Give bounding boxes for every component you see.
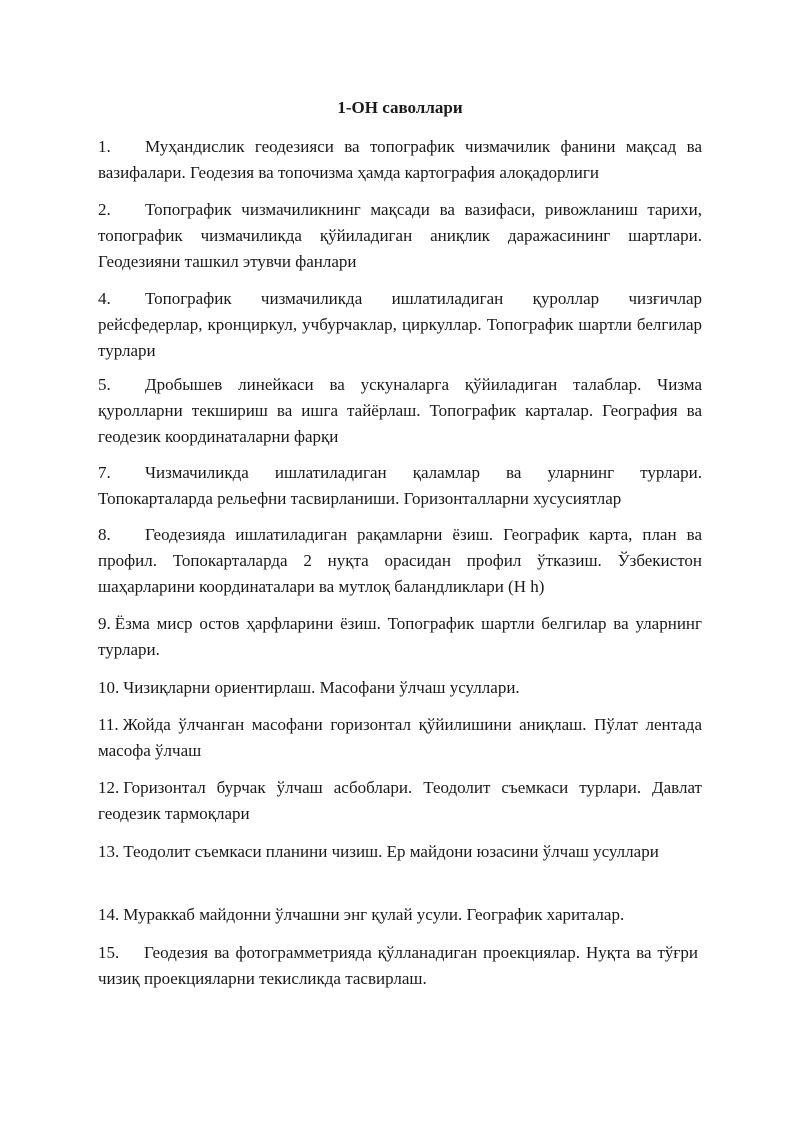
list-item bbox=[98, 522, 702, 600]
list-item bbox=[98, 775, 702, 827]
item-number: 14. bbox=[98, 905, 120, 924]
item-number: 5. bbox=[98, 375, 111, 394]
item-text: Геодезия ва фотограмметрияда қўлланадиган проекциялар. Нуқта ва тўғри чизиқ проекцияларни текисликда тасвирлаш. bbox=[98, 943, 698, 988]
list-item bbox=[98, 839, 702, 865]
item-number: 15. bbox=[98, 943, 120, 962]
item-number: 7. bbox=[98, 463, 111, 482]
item-number: 1. bbox=[98, 137, 111, 156]
list-item bbox=[98, 940, 698, 992]
list-item bbox=[98, 611, 702, 663]
item-text: Муҳандислик геодезияси ва топографик чизмачилик фанини мақсад ва вазифалари. Геодезия ва топочизма ҳамда картография алоқадорлиги bbox=[98, 137, 702, 182]
item-text: Чизмачиликда ишлатиладиган қаламлар ва уларнинг турлари. Топокарталарда рельефни тасвирланиши. Горизонталларни хусусиятлар bbox=[98, 463, 702, 508]
page-title: 1-ОН саволлари bbox=[337, 98, 463, 117]
list-item bbox=[98, 712, 702, 764]
item-text: Геодезияда ишлатиладиган рақамларни ёзиш. Географик карта, план ва профил. Топокарталарда 2 нуқта орасидан профил ўтказиш. Ўзбекистон шаҳарларини координаталари ва мутлоқ баландликлари (H h) bbox=[98, 525, 702, 596]
item-text: Мураккаб майдонни ўлчашни энг қулай усули. Географик хариталар. bbox=[123, 905, 625, 924]
item-number: 2. bbox=[98, 200, 111, 219]
list-item bbox=[98, 902, 702, 928]
item-text: Топографик чизмачиликнинг мақсади ва вазифаси, ривожланиш тарихи, топографик чизмачиликда қўйиладиган аниқлик даражасининг шартлари. Геодезияни ташкил этувчи фанлари bbox=[98, 200, 702, 271]
item-number: 10. bbox=[98, 678, 120, 697]
item-text: Топографик чизмачиликда ишлатиладиган қуроллар чизғичлар рейсфедерлар, кронциркул, учбурчаклар, циркуллар. Топографик шартли белгилар турлари bbox=[98, 289, 702, 360]
list-item bbox=[98, 675, 702, 701]
list-item bbox=[98, 460, 702, 512]
item-number: 13. bbox=[98, 842, 120, 861]
item-number: 12. bbox=[98, 778, 120, 797]
item-number: 9. bbox=[98, 614, 111, 633]
item-text: Ёзма миср остов ҳарфларини ёзиш. Топографик шартли белгилар ва уларнинг турлари. bbox=[98, 614, 702, 659]
item-text: Дробышев линейкаси ва ускуналарга қўйиладиган талаблар. Чизма қуролларни текшириш ва ишга тайёрлаш. Топографик карталар. География ва геодезик координаталарни фарқи bbox=[98, 375, 702, 446]
item-text: Теодолит съемкаси планини чизиш. Ер майдони юзасини ўлчаш усуллари bbox=[123, 842, 659, 861]
item-text: Горизонтал бурчак ўлчаш асбоблари. Теодолит съемкаси турлари. Давлат геодезик тармоқлари bbox=[98, 778, 702, 823]
item-number: 8. bbox=[98, 525, 111, 544]
item-text: Жойда ўлчанган масофани горизонтал қўйилишини аниқлаш. Пўлат лентада масофа ўлчаш bbox=[98, 715, 702, 760]
item-number: 4. bbox=[98, 289, 111, 308]
list-item bbox=[98, 197, 702, 275]
list-item bbox=[98, 134, 702, 186]
item-text: Чизиқларни ориентирлаш. Масофани ўлчаш усуллари. bbox=[123, 678, 520, 697]
list-item bbox=[98, 286, 702, 364]
list-item bbox=[98, 372, 702, 450]
item-number: 11. bbox=[98, 715, 119, 734]
